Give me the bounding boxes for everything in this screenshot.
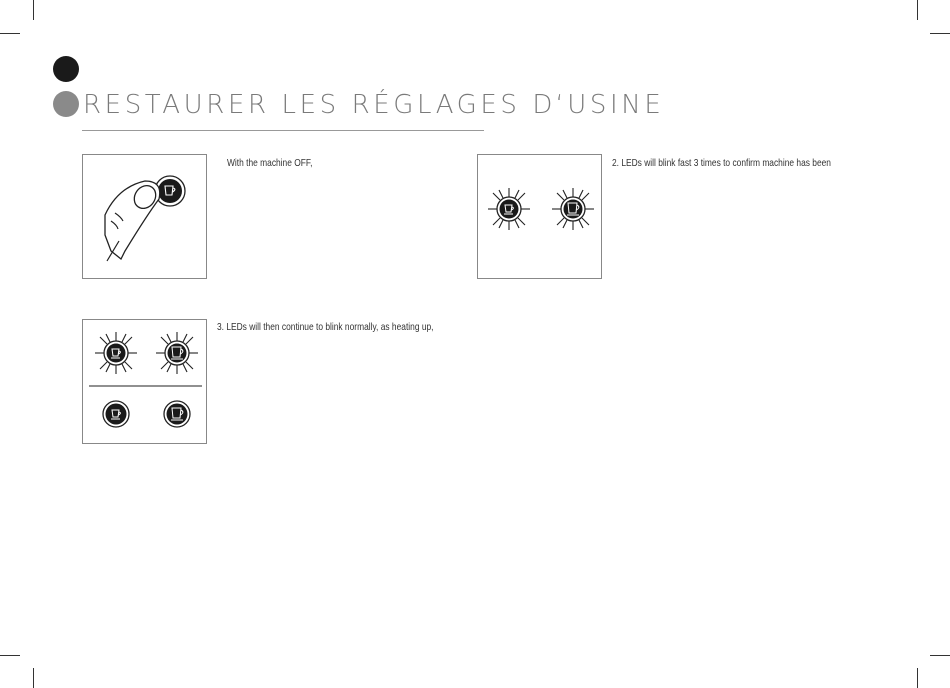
crop-mark-bottom-left-v <box>33 668 34 688</box>
page-title: RESTAURER LES RÉGLAGES D‘USINE <box>83 90 665 120</box>
step-2-figure <box>477 154 602 279</box>
title-underline <box>82 130 484 131</box>
crop-mark-top-left-v <box>33 0 34 20</box>
crop-mark-top-left-h <box>0 33 20 34</box>
step-2-text: 2. LEDs will blink fast 3 times to confirm machine has been <box>612 157 831 169</box>
crop-mark-bottom-right-v <box>917 668 918 688</box>
step-3-figure <box>82 319 207 444</box>
step-1-figure <box>82 154 207 279</box>
crop-mark-top-right-h <box>930 33 950 34</box>
section-dot-grey <box>53 91 79 117</box>
step-3-text: 3. LEDs will then continue to blink normally, as heating up, <box>217 321 434 333</box>
crop-mark-bottom-right-h <box>930 655 950 656</box>
crop-mark-bottom-left-h <box>0 655 20 656</box>
section-dot-dark <box>53 56 79 82</box>
crop-mark-top-right-v <box>917 0 918 20</box>
step-1-text: With the machine OFF, <box>227 157 313 169</box>
